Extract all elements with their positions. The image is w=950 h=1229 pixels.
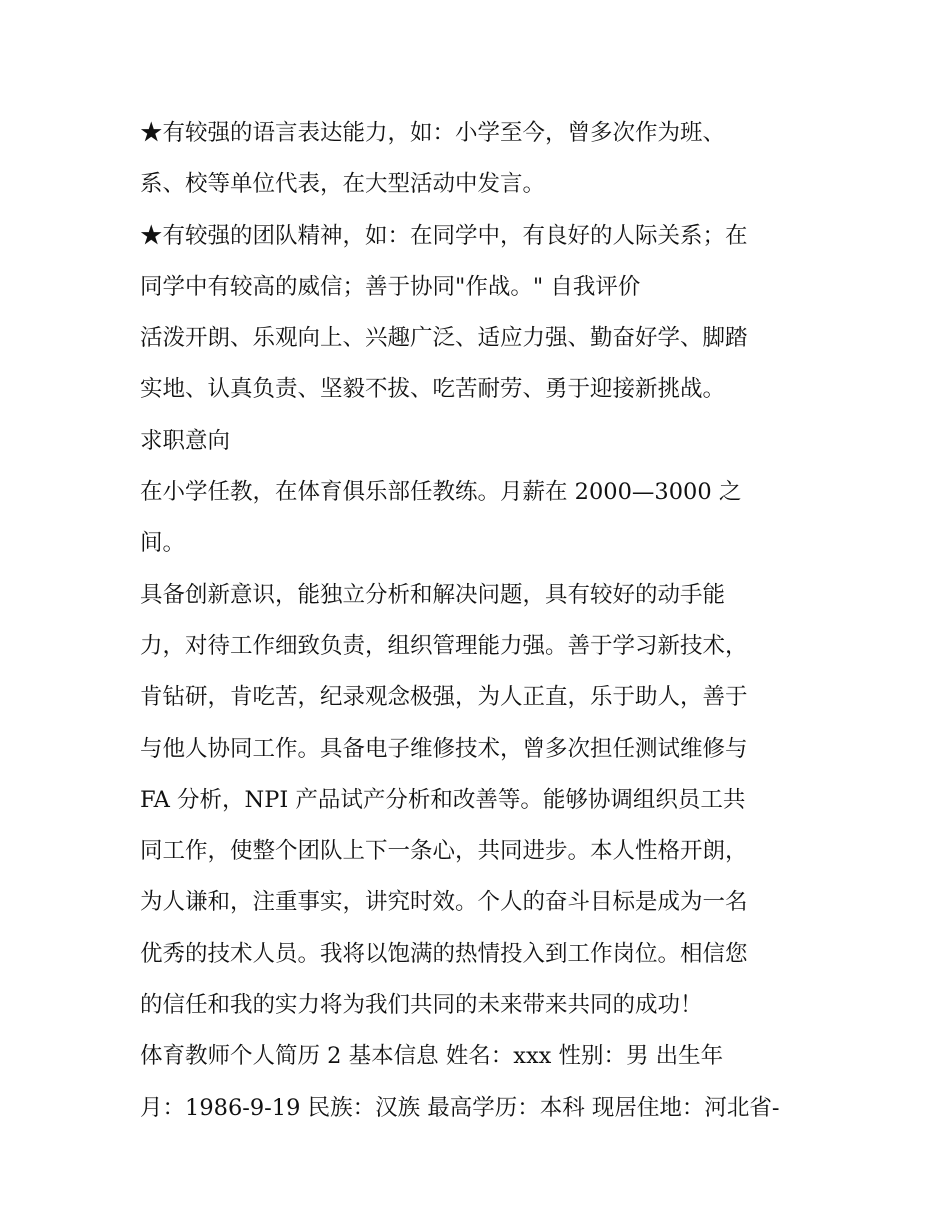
text-line: 同工作，使整个团队上下一条心，共同进步。本人性格开朗， — [140, 838, 748, 865]
text-line: FA 分析，NPI 产品试产分析和改善等。能够协调组织员工共 — [140, 786, 746, 813]
text-line: 体育教师个人简历 2 基本信息 姓名：xxx 性别：男 出生年 — [140, 1043, 724, 1070]
text-line: 优秀的技术人员。我将以饱满的热情投入到工作岗位。相信您 — [140, 940, 748, 967]
text-line: 与他人协同工作。具备电子维修技术，曾多次担任测试维修与 — [140, 735, 748, 762]
resume-text-block — [140, 108, 830, 1134]
section-heading-job-intention: 求职意向 — [140, 427, 231, 454]
text-line: 具备创新意识，能独立分析和解决问题，具有较好的动手能 — [140, 581, 726, 608]
text-line: 月：1986-9-19 民族：汉族 最高学历：本科 现居住地：河北省- — [140, 1094, 780, 1121]
text-line: 间。 — [140, 530, 186, 557]
text-line: ★有较强的团队精神，如：在同学中，有良好的人际关系；在 — [140, 222, 748, 249]
text-line: 在小学任教，在体育俱乐部任教练。月薪在 2000—3000 之 — [140, 479, 742, 506]
text-line: 的信任和我的实力将为我们共同的未来带来共同的成功！ — [140, 992, 703, 1019]
text-line: 为人谦和，注重事实，讲究时效。个人的奋斗目标是成为一名 — [140, 889, 748, 916]
text-line: ★有较强的语言表达能力，如：小学至今，曾多次作为班、 — [140, 120, 726, 146]
text-line: 力，对待工作细致负责，组织管理能力强。善于学习新技术， — [140, 632, 748, 659]
text-line: 实地、认真负责、坚毅不拔、吃苦耐劳、勇于迎接新挑战。 — [140, 376, 726, 403]
text-line: 肯钻研，肯吃苦，纪录观念极强，为人正直，乐于助人，善于 — [140, 684, 748, 711]
text-line: 系、校等单位代表，在大型活动中发言。 — [140, 171, 546, 198]
text-line: 同学中有较高的威信；善于协同"作战。" 自我评价 — [140, 273, 641, 300]
text-line: 活泼开朗、乐观向上、兴趣广泛、适应力强、勤奋好学、脚踏 — [140, 325, 748, 352]
